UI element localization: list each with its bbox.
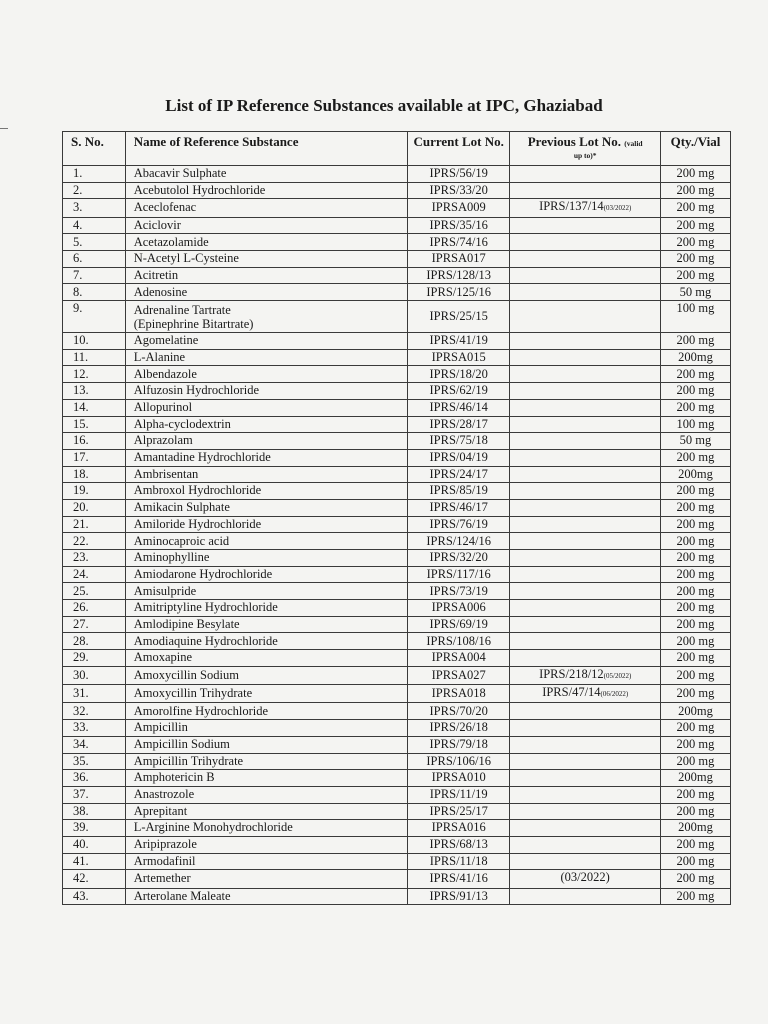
row-previous-lot [510, 550, 661, 567]
row-sno: 43. [63, 888, 126, 905]
row-name: Armodafinil [125, 853, 407, 870]
row-previous-lot [510, 803, 661, 820]
row-qty: 200 mg [660, 600, 730, 617]
row-current-lot: IPRS/11/18 [407, 853, 509, 870]
row-sno: 17. [63, 449, 126, 466]
table-row [63, 366, 731, 383]
row-previous-lot [510, 516, 661, 533]
row-current-lot: IPRSA027 [407, 666, 509, 684]
row-current-lot: IPRS/46/14 [407, 399, 509, 416]
row-previous-lot [510, 633, 661, 650]
row-name: Amodiaquine Hydrochloride [125, 633, 407, 650]
table-row [63, 166, 731, 183]
row-sno: 4. [63, 217, 126, 234]
row-sno: 38. [63, 803, 126, 820]
row-sno: 7. [63, 267, 126, 284]
row-name: L-Arginine Monohydrochloride [125, 820, 407, 837]
row-name: Aprepitant [125, 803, 407, 820]
row-sno: 24. [63, 566, 126, 583]
row-qty: 200 mg [660, 550, 730, 567]
row-current-lot: IPRS/73/19 [407, 583, 509, 600]
row-previous-lot [510, 720, 661, 737]
row-previous-lot [510, 383, 661, 400]
row-current-lot: IPRS/108/16 [407, 633, 509, 650]
row-previous-lot [510, 703, 661, 720]
row-qty: 200 mg [660, 633, 730, 650]
table-row [63, 284, 731, 301]
table-row [63, 433, 731, 450]
row-name: Aripiprazole [125, 836, 407, 853]
row-qty: 200 mg [660, 853, 730, 870]
table-row [63, 383, 731, 400]
row-previous-lot [510, 533, 661, 550]
row-qty: 200mg [660, 349, 730, 366]
row-sno: 13. [63, 383, 126, 400]
row-sno: 15. [63, 416, 126, 433]
row-current-lot: IPRS/117/16 [407, 566, 509, 583]
row-name: Acitretin [125, 267, 407, 284]
table-row [63, 251, 731, 268]
row-previous-lot [510, 566, 661, 583]
row-qty: 200 mg [660, 533, 730, 550]
table-row [63, 182, 731, 199]
table-header-row [63, 132, 731, 166]
table-row [63, 333, 731, 350]
row-current-lot: IPRS/74/16 [407, 234, 509, 251]
row-previous-lot [510, 616, 661, 633]
header-sno: S. No. [63, 132, 126, 166]
row-current-lot: IPRS/125/16 [407, 284, 509, 301]
row-qty: 200 mg [660, 449, 730, 466]
row-name: Amlodipine Besylate [125, 616, 407, 633]
table-row [63, 650, 731, 667]
row-previous-lot-number: IPRS/47/14 [542, 685, 601, 700]
table-row [63, 703, 731, 720]
table-row [63, 616, 731, 633]
row-name: Amoxycillin Trihydrate [125, 685, 407, 703]
row-name: Abacavir Sulphate [125, 166, 407, 183]
row-sno: 34. [63, 736, 126, 753]
row-sno: 8. [63, 284, 126, 301]
row-current-lot: IPRS/68/13 [407, 836, 509, 853]
row-current-lot: IPRS/32/20 [407, 550, 509, 567]
row-qty: 200 mg [660, 333, 730, 350]
table-row [63, 633, 731, 650]
row-current-lot: IPRS/124/16 [407, 533, 509, 550]
row-current-lot: IPRS/106/16 [407, 753, 509, 770]
row-previous-lot [510, 786, 661, 803]
row-name: Amantadine Hydrochloride [125, 449, 407, 466]
reference-substances-table [62, 131, 731, 905]
row-qty: 100 mg [660, 416, 730, 433]
row-sno: 9. [63, 301, 126, 333]
row-qty: 200 mg [660, 786, 730, 803]
row-qty: 200 mg [660, 483, 730, 500]
row-qty: 200 mg [660, 685, 730, 703]
table-row [63, 483, 731, 500]
table-row [63, 786, 731, 803]
row-name: Aminophylline [125, 550, 407, 567]
row-qty: 200 mg [660, 888, 730, 905]
row-current-lot: IPRSA009 [407, 199, 509, 217]
row-qty: 200 mg [660, 182, 730, 199]
row-previous-lot [510, 267, 661, 284]
row-name: L-Alanine [125, 349, 407, 366]
row-qty: 200 mg [660, 650, 730, 667]
row-current-lot: IPRSA015 [407, 349, 509, 366]
row-name: Acebutolol Hydrochloride [125, 182, 407, 199]
row-qty: 200 mg [660, 166, 730, 183]
table-row [63, 583, 731, 600]
table-row [63, 803, 731, 820]
header-previous-lot-note-b: up to)* [573, 151, 597, 161]
table-row [63, 600, 731, 617]
table-row [63, 720, 731, 737]
row-sno: 30. [63, 666, 126, 684]
row-sno: 28. [63, 633, 126, 650]
row-previous-lot [510, 820, 661, 837]
row-previous-lot [510, 301, 661, 333]
table-row [63, 449, 731, 466]
row-sno: 22. [63, 533, 126, 550]
document-title: List of IP Reference Substances available at IPC, Ghaziabad [165, 96, 603, 115]
row-sno: 35. [63, 753, 126, 770]
row-name: Amiodarone Hydrochloride [125, 566, 407, 583]
row-qty: 200 mg [660, 499, 730, 516]
row-qty: 200mg [660, 770, 730, 787]
row-previous-lot [510, 770, 661, 787]
row-previous-lot [510, 217, 661, 234]
row-previous-lot [510, 234, 661, 251]
table-row [63, 301, 731, 333]
table-row [63, 234, 731, 251]
row-name: Amikacin Sulphate [125, 499, 407, 516]
header-current-lot: Current Lot No. [407, 132, 509, 166]
row-previous-lot [510, 449, 661, 466]
row-qty: 200 mg [660, 516, 730, 533]
row-current-lot: IPRSA004 [407, 650, 509, 667]
row-current-lot: IPRSA018 [407, 685, 509, 703]
row-sno: 10. [63, 333, 126, 350]
row-previous-lot [510, 182, 661, 199]
row-qty: 50 mg [660, 433, 730, 450]
table-row [63, 566, 731, 583]
row-previous-lot-number: IPRS/137/14 [539, 199, 604, 214]
row-qty: 200mg [660, 820, 730, 837]
row-current-lot: IPRS/25/15 [407, 301, 509, 333]
table-row [63, 870, 731, 888]
row-name: Alprazolam [125, 433, 407, 450]
row-previous-lot [510, 349, 661, 366]
row-qty: 200 mg [660, 803, 730, 820]
row-qty: 200 mg [660, 234, 730, 251]
row-current-lot: IPRS/26/18 [407, 720, 509, 737]
row-previous-lot [510, 366, 661, 383]
row-sno: 23. [63, 550, 126, 567]
row-previous-lot [510, 466, 661, 483]
row-sno: 37. [63, 786, 126, 803]
row-sno: 42. [63, 870, 126, 888]
row-current-lot: IPRS/70/20 [407, 703, 509, 720]
row-previous-lot [510, 753, 661, 770]
table-row [63, 550, 731, 567]
row-previous-lot [510, 888, 661, 905]
row-current-lot: IPRS/18/20 [407, 366, 509, 383]
header-previous-lot [510, 132, 661, 166]
row-sno: 18. [63, 466, 126, 483]
row-qty: 100 mg [660, 301, 730, 333]
row-name [125, 301, 407, 333]
row-qty: 200 mg [660, 753, 730, 770]
row-qty: 200 mg [660, 383, 730, 400]
row-previous-lot [510, 836, 661, 853]
row-sno: 27. [63, 616, 126, 633]
row-sno: 36. [63, 770, 126, 787]
row-sno: 26. [63, 600, 126, 617]
table-row [63, 516, 731, 533]
row-sno: 19. [63, 483, 126, 500]
row-name: Aminocaproic acid [125, 533, 407, 550]
row-name: Ampicillin Sodium [125, 736, 407, 753]
row-name: Albendazole [125, 366, 407, 383]
row-name: Agomelatine [125, 333, 407, 350]
row-previous-lot [510, 166, 661, 183]
row-name: N-Acetyl L-Cysteine [125, 251, 407, 268]
table-row [63, 416, 731, 433]
table-row [63, 399, 731, 416]
row-sno: 29. [63, 650, 126, 667]
row-current-lot: IPRS/69/19 [407, 616, 509, 633]
row-name: Amiloride Hydrochloride [125, 516, 407, 533]
table-row [63, 820, 731, 837]
row-current-lot: IPRS/11/19 [407, 786, 509, 803]
row-current-lot: IPRS/41/16 [407, 870, 509, 888]
row-qty: 200 mg [660, 366, 730, 383]
header-name: Name of Reference Substance [125, 132, 407, 166]
row-current-lot: IPRS/75/18 [407, 433, 509, 450]
row-current-lot: IPRS/33/20 [407, 182, 509, 199]
row-name: Amisulpride [125, 583, 407, 600]
header-previous-lot-note-a: (valid [624, 139, 643, 148]
row-previous-lot [510, 870, 661, 888]
row-name: Amitriptyline Hydrochloride [125, 600, 407, 617]
row-name: Aciclovir [125, 217, 407, 234]
row-qty: 200 mg [660, 616, 730, 633]
row-sno: 31. [63, 685, 126, 703]
row-name: Aceclofenac [125, 199, 407, 217]
table-row [63, 836, 731, 853]
row-qty: 200 mg [660, 736, 730, 753]
row-current-lot: IPRS/28/17 [407, 416, 509, 433]
table-row [63, 685, 731, 703]
table-row [63, 499, 731, 516]
row-previous-lot [510, 433, 661, 450]
row-sno: 12. [63, 366, 126, 383]
row-previous-lot [510, 251, 661, 268]
row-previous-lot [510, 583, 661, 600]
row-previous-lot [510, 284, 661, 301]
row-previous-lot [510, 199, 661, 217]
row-previous-lot [510, 666, 661, 684]
row-sno: 2. [63, 182, 126, 199]
header-previous-lot-label: Previous Lot No. [527, 134, 622, 149]
row-current-lot: IPRS/41/19 [407, 333, 509, 350]
row-qty: 200 mg [660, 720, 730, 737]
table-row [63, 666, 731, 684]
row-qty: 200 mg [660, 399, 730, 416]
row-sno: 3. [63, 199, 126, 217]
row-current-lot: IPRS/85/19 [407, 483, 509, 500]
row-previous-lot [510, 399, 661, 416]
row-qty: 200 mg [660, 583, 730, 600]
row-qty: 200 mg [660, 217, 730, 234]
row-name: Artemether [125, 870, 407, 888]
row-current-lot: IPRS/46/17 [407, 499, 509, 516]
table-row [63, 199, 731, 217]
row-sno: 40. [63, 836, 126, 853]
row-sno: 16. [63, 433, 126, 450]
row-name: Ambrisentan [125, 466, 407, 483]
row-qty: 200 mg [660, 836, 730, 853]
row-name: Alfuzosin Hydrochloride [125, 383, 407, 400]
row-sno: 32. [63, 703, 126, 720]
row-previous-lot [510, 333, 661, 350]
row-sno: 20. [63, 499, 126, 516]
row-sno: 39. [63, 820, 126, 837]
row-qty: 200 mg [660, 267, 730, 284]
row-current-lot: IPRS/56/19 [407, 166, 509, 183]
row-previous-lot [510, 853, 661, 870]
row-name: Acetazolamide [125, 234, 407, 251]
row-name: Amorolfine Hydrochloride [125, 703, 407, 720]
row-current-lot: IPRS/76/19 [407, 516, 509, 533]
table-row [63, 217, 731, 234]
row-current-lot: IPRS/79/18 [407, 736, 509, 753]
row-name: Anastrozole [125, 786, 407, 803]
row-name-line2: (Epinephrine Bitartrate) [133, 316, 254, 331]
row-sno: 1. [63, 166, 126, 183]
row-previous-lot-number: IPRS/218/12 [539, 666, 604, 681]
row-name: Ampicillin Trihydrate [125, 753, 407, 770]
row-qty: 50 mg [660, 284, 730, 301]
row-name: Alpha-cyclodextrin [125, 416, 407, 433]
row-current-lot: IPRSA006 [407, 600, 509, 617]
row-previous-lot-number: (03/2022) [560, 870, 610, 885]
row-qty: 200mg [660, 466, 730, 483]
row-previous-lot-valid: (05/2022) [603, 671, 632, 680]
table-row [63, 466, 731, 483]
row-previous-lot [510, 685, 661, 703]
row-sno: 41. [63, 853, 126, 870]
row-name: Ampicillin [125, 720, 407, 737]
row-name: Amphotericin B [125, 770, 407, 787]
row-name: Allopurinol [125, 399, 407, 416]
row-previous-lot [510, 600, 661, 617]
row-name: Adenosine [125, 284, 407, 301]
header-qty: Qty./Vial [660, 132, 730, 166]
row-current-lot: IPRS/04/19 [407, 449, 509, 466]
row-current-lot: IPRS/25/17 [407, 803, 509, 820]
table-row [63, 267, 731, 284]
row-current-lot: IPRS/128/13 [407, 267, 509, 284]
table-row [63, 888, 731, 905]
row-sno: 25. [63, 583, 126, 600]
row-previous-lot [510, 499, 661, 516]
row-sno: 33. [63, 720, 126, 737]
row-qty: 200 mg [660, 251, 730, 268]
table-row [63, 349, 731, 366]
row-current-lot: IPRS/62/19 [407, 383, 509, 400]
row-sno: 14. [63, 399, 126, 416]
row-name: Amoxycillin Sodium [125, 666, 407, 684]
row-sno: 11. [63, 349, 126, 366]
row-previous-lot-valid: (06/2022) [600, 690, 629, 699]
row-current-lot: IPRSA016 [407, 820, 509, 837]
row-previous-lot [510, 736, 661, 753]
row-current-lot: IPRS/35/16 [407, 217, 509, 234]
row-previous-lot [510, 650, 661, 667]
row-qty: 200mg [660, 703, 730, 720]
table-row [63, 853, 731, 870]
table-row [63, 736, 731, 753]
row-qty: 200 mg [660, 666, 730, 684]
row-sno: 5. [63, 234, 126, 251]
row-name: Ambroxol Hydrochloride [125, 483, 407, 500]
row-qty: 200 mg [660, 566, 730, 583]
row-previous-lot-valid: (03/2022) [603, 204, 632, 213]
row-current-lot: IPRS/91/13 [407, 888, 509, 905]
row-sno: 21. [63, 516, 126, 533]
row-qty: 200 mg [660, 870, 730, 888]
row-name: Arterolane Maleate [125, 888, 407, 905]
row-current-lot: IPRSA017 [407, 251, 509, 268]
row-current-lot: IPRSA010 [407, 770, 509, 787]
row-sno: 6. [63, 251, 126, 268]
row-current-lot: IPRS/24/17 [407, 466, 509, 483]
table-row [63, 533, 731, 550]
row-previous-lot [510, 483, 661, 500]
row-qty: 200 mg [660, 199, 730, 217]
table-row [63, 753, 731, 770]
table-row [63, 770, 731, 787]
margin-tick [0, 128, 8, 129]
row-previous-lot [510, 416, 661, 433]
row-name: Amoxapine [125, 650, 407, 667]
row-name-line1: Adrenaline Tartrate [133, 302, 231, 317]
